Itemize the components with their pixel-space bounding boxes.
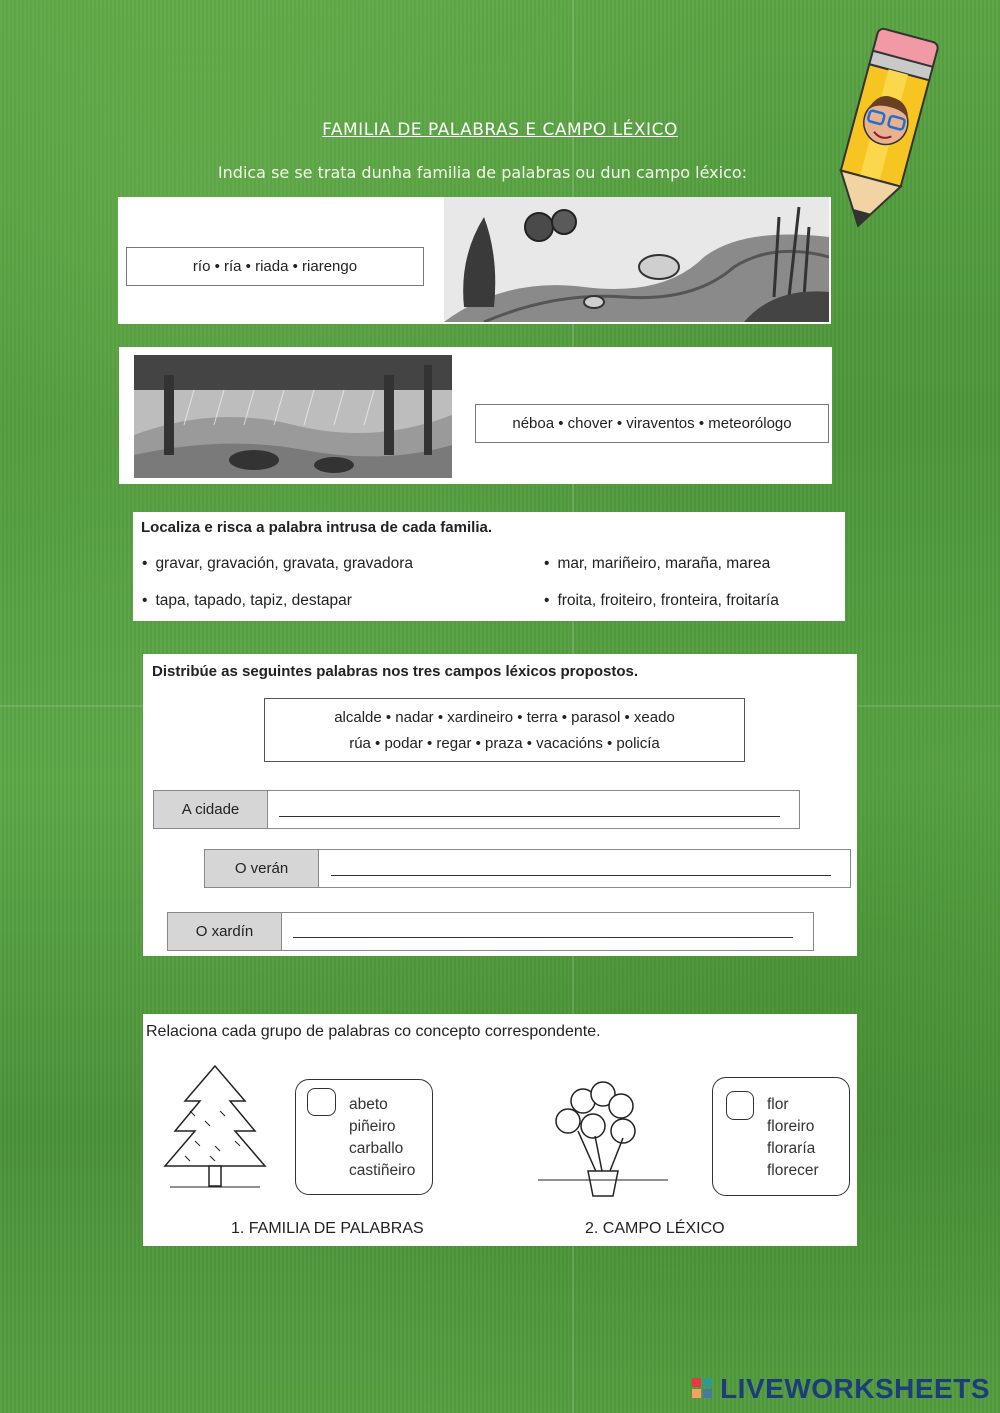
- concept-label-2: 2. CAMPO LÉXICO: [585, 1220, 725, 1237]
- word-bank-box: [264, 698, 745, 762]
- concept-label-1: 1. FAMILIA DE PALABRAS: [231, 1220, 424, 1237]
- exercise-panel-river: [118, 197, 831, 324]
- word-bank-line: alcalde • nadar • xardineiro • terra • parasol • xeado: [334, 709, 675, 726]
- answer-checkbox-2[interactable]: [726, 1091, 754, 1120]
- list-item[interactable]: • mar, mariñeiro, maraña, marea: [544, 555, 771, 572]
- answer-line-city[interactable]: [279, 816, 780, 817]
- river-illustration-image: [444, 197, 829, 322]
- word-group-2: flor floreiro floraría florecer: [767, 1096, 819, 1179]
- category-row-garden: [167, 912, 814, 951]
- intruder-heading: Localiza e risca a palabra intrusa de cada familia.: [141, 519, 492, 536]
- instruction-text: Indica se se trata dunha familia de palabras ou dun campo léxico:: [217, 163, 748, 182]
- answer-checkbox-1[interactable]: [307, 1088, 336, 1116]
- page-title: FAMILIA DE PALABRAS E CAMPO LÉXICO: [322, 120, 678, 140]
- list-item[interactable]: • gravar, gravación, gravata, gravadora: [142, 555, 414, 572]
- word-box-weather: néboa • chover • viraventos • meteorólogo: [475, 404, 829, 443]
- flower-illustration-image: [533, 1076, 673, 1206]
- answer-line-summer[interactable]: [331, 875, 831, 876]
- logo-icon: [690, 1376, 716, 1402]
- liveworksheets-logo: [690, 1373, 990, 1405]
- exercise-panel-intruder: [133, 512, 845, 621]
- logo-text: LIVEWORKSHEETS: [720, 1373, 990, 1404]
- category-row-city: [153, 790, 800, 829]
- word-group-1: abeto piñeiro carballo castiñeiro: [349, 1096, 416, 1179]
- exercise-panel-lexical-fields: [143, 654, 857, 956]
- lexical-fields-heading: Distribúe as seguintes palabras nos tres campos léxicos propostos.: [152, 663, 638, 680]
- category-row-summer: [204, 849, 851, 888]
- tree-illustration-image: [155, 1061, 275, 1201]
- category-label: O verán: [205, 850, 319, 887]
- category-label: A cidade: [154, 791, 268, 828]
- word-bank-line: rúa • podar • regar • praza • vacacións • policía: [349, 735, 660, 752]
- list-item[interactable]: • tapa, tapado, tapiz, destapar: [142, 592, 352, 609]
- relate-heading: Relaciona cada grupo de palabras co concepto correspondente.: [146, 1023, 601, 1040]
- exercise-panel-relate: [143, 1014, 857, 1246]
- category-label: O xardín: [168, 913, 282, 950]
- list-item[interactable]: • froita, froiteiro, fronteira, froitaría: [544, 592, 779, 609]
- exercise-panel-weather: [119, 347, 832, 484]
- word-box-river: río • ría • riada • riarengo: [126, 247, 424, 286]
- answer-line-garden[interactable]: [293, 937, 793, 938]
- rain-illustration-image: [134, 355, 452, 478]
